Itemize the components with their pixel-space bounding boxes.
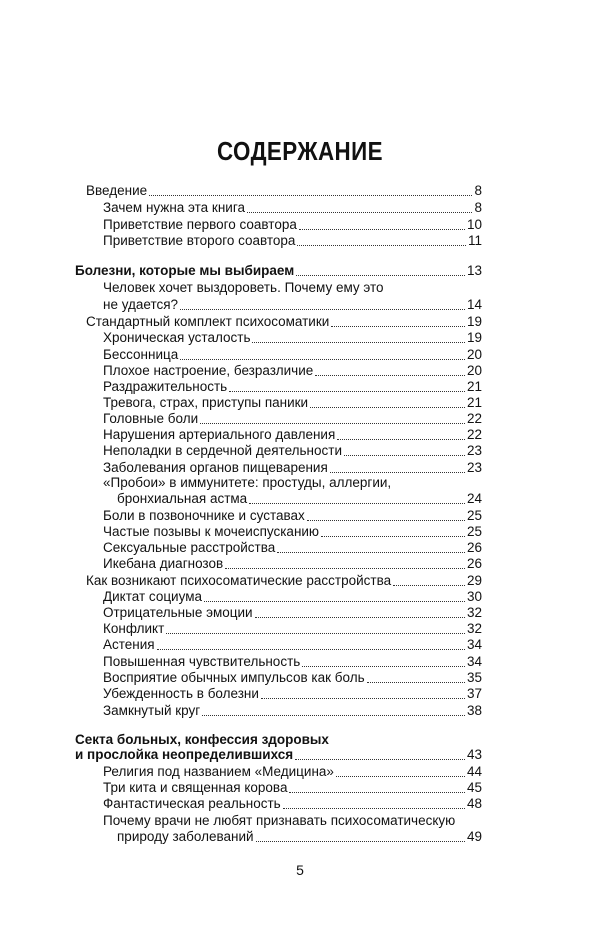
page-title: СОДЕРЖАНИЕ xyxy=(217,136,383,166)
leader-dots xyxy=(204,600,465,602)
toc-entry xyxy=(86,313,482,330)
leader-dots xyxy=(330,471,465,473)
toc-entry xyxy=(103,232,482,249)
leader-dots xyxy=(229,390,465,392)
toc-entry-label: Икебана диагнозов xyxy=(103,556,224,571)
leader-dots xyxy=(289,791,465,793)
leader-dots xyxy=(256,840,465,842)
toc-entry-label: бронхиальная астма xyxy=(117,491,248,506)
toc-entry xyxy=(103,702,482,719)
toc-entry xyxy=(103,779,482,796)
toc-entry-page: 26 xyxy=(466,540,482,555)
leader-dots xyxy=(344,454,465,456)
toc-entry-page: 29 xyxy=(466,573,482,588)
leader-dots xyxy=(166,632,465,634)
leader-dots xyxy=(149,194,472,196)
toc-entry-label: Стандартный комплект психосоматики xyxy=(86,314,330,329)
toc-entry xyxy=(103,199,482,216)
toc-section-heading-line1: Секта больных, конфессия здоровых xyxy=(75,732,329,747)
leader-dots xyxy=(225,567,465,569)
toc-entry-page: 25 xyxy=(466,524,482,539)
toc-entry xyxy=(103,636,482,653)
toc-entry-page: 44 xyxy=(466,764,482,779)
toc-entry-label: Частые позывы к мочеиспусканию xyxy=(103,524,320,539)
leader-dots xyxy=(283,807,465,809)
toc-entry xyxy=(103,507,482,524)
leader-dots xyxy=(277,551,465,553)
leader-dots xyxy=(247,211,473,213)
toc-entry xyxy=(103,795,482,812)
toc-entry xyxy=(103,216,482,233)
toc-entry-label: Неполадки в сердечной деятельности xyxy=(103,443,342,458)
toc-entry xyxy=(103,394,482,411)
page-number: 5 xyxy=(296,862,304,878)
toc-entry xyxy=(103,410,482,427)
toc-entry-page: 23 xyxy=(466,460,482,475)
toc-entry-page: 32 xyxy=(466,621,482,636)
leader-dots xyxy=(310,406,465,408)
toc-entry-page: 32 xyxy=(466,605,482,620)
leader-dots xyxy=(307,519,465,521)
toc-entry-page: 20 xyxy=(466,363,482,378)
leader-dots xyxy=(336,775,465,777)
toc-entry-page: 14 xyxy=(466,297,482,312)
toc-section-heading xyxy=(75,262,482,279)
toc-entry-label: и прослойка неопределившихся xyxy=(75,747,294,762)
toc-entry-page: 19 xyxy=(466,330,482,345)
toc-entry-page: 34 xyxy=(466,654,482,669)
toc-entry-label: Приветствие второго соавтора xyxy=(103,233,296,248)
toc-entry xyxy=(103,378,482,395)
toc-entry-page: 19 xyxy=(466,314,482,329)
toc-entry-label: Хроническая усталость xyxy=(103,330,251,345)
toc-entry xyxy=(103,685,482,702)
toc-entry-label: Три кита и священная корова xyxy=(103,780,288,795)
toc-entry-page: 10 xyxy=(466,217,482,232)
toc-entry-page: 45 xyxy=(466,780,482,795)
toc-entry-page: 22 xyxy=(466,411,482,426)
toc-entry-page: 34 xyxy=(466,637,482,652)
toc-entry-label: Повышенная чувствительность xyxy=(103,654,301,669)
toc-entry-label: Конфликт xyxy=(103,621,165,636)
toc-entry xyxy=(103,329,482,346)
toc-entry-label: Заболевания органов пищеварения xyxy=(103,460,328,475)
toc-entry-label: Раздражительность xyxy=(103,379,228,394)
toc-entry xyxy=(103,296,482,313)
toc-entry xyxy=(103,620,482,637)
toc-section-heading xyxy=(75,746,482,763)
toc-entry-label: Астения xyxy=(103,637,155,652)
toc-entry-page: 8 xyxy=(474,183,482,198)
leader-dots xyxy=(302,665,465,667)
toc-entry-page: 43 xyxy=(466,747,482,762)
leader-dots xyxy=(337,438,465,440)
toc-entry xyxy=(103,669,482,686)
leader-dots xyxy=(393,584,465,586)
leader-dots xyxy=(249,502,465,504)
toc-entry-label: не удается? xyxy=(103,297,179,312)
toc-entry-label: Убежденность в болезни xyxy=(103,686,259,701)
leader-dots xyxy=(261,697,465,699)
toc-entry xyxy=(103,426,482,443)
toc-entry-label-line1: Человек хочет выздороветь. Почему ему это xyxy=(103,280,384,295)
leader-dots xyxy=(255,616,465,618)
leader-dots xyxy=(331,325,465,327)
toc-entry-page: 11 xyxy=(467,233,482,248)
leader-dots xyxy=(321,535,465,537)
toc-entry-page: 8 xyxy=(474,200,482,215)
toc-entry-label: природу заболеваний xyxy=(117,829,254,844)
toc-entry-label: Восприятие обычных импульсов как боль xyxy=(103,670,365,685)
toc-entry xyxy=(86,572,482,589)
toc-entry-page: 35 xyxy=(466,670,482,685)
toc-entry-page: 26 xyxy=(466,556,482,571)
toc-entry-label: Зачем нужна эта книга xyxy=(103,200,245,215)
toc-entry-page: 24 xyxy=(466,491,482,506)
toc-entry-label: Сексуальные расстройства xyxy=(103,540,276,555)
toc-entry-label-line1: «Пробои» в иммунитете: простуды, аллергии, xyxy=(103,475,392,490)
toc-entry-page: 30 xyxy=(466,589,482,604)
toc-entry-page: 49 xyxy=(466,829,482,844)
toc-entry xyxy=(103,346,482,363)
toc-entry xyxy=(103,362,482,379)
toc-entry-label-line1: Почему врачи не любят признавать психосоматическую xyxy=(103,813,456,828)
toc-entry xyxy=(117,828,482,845)
leader-dots xyxy=(297,244,466,246)
leader-dots xyxy=(296,274,465,276)
toc-entry-label: Фантастическая реальность xyxy=(103,796,281,811)
toc-entry-page: 48 xyxy=(466,796,482,811)
toc-entry-label: Введение xyxy=(86,183,148,198)
leader-dots xyxy=(157,648,465,650)
toc-entry-label: Тревога, страх, приступы паники xyxy=(103,395,309,410)
toc-entry-label: Замкнутый круг xyxy=(103,703,201,718)
toc-entry-page: 20 xyxy=(466,347,482,362)
toc-entry-page: 21 xyxy=(466,379,482,394)
leader-dots xyxy=(315,374,465,376)
toc-entry-label: Головные боли xyxy=(103,411,199,426)
leader-dots xyxy=(180,358,465,360)
toc-entry-label: Боли в позвоночнике и суставах xyxy=(103,508,305,523)
toc-entry-page: 38 xyxy=(466,703,482,718)
toc-entry-label: Религия под названием «Медицина» xyxy=(103,764,334,779)
toc-entry xyxy=(86,182,482,199)
toc-entry-page: 13 xyxy=(466,263,482,278)
toc-entry-page: 21 xyxy=(466,395,482,410)
leader-dots xyxy=(252,341,464,343)
toc-entry-page: 25 xyxy=(466,508,482,523)
toc-entry xyxy=(103,763,482,780)
toc-entry-label: Диктат социума xyxy=(103,589,202,604)
toc-entry xyxy=(103,653,482,670)
leader-dots xyxy=(299,228,465,230)
leader-dots xyxy=(367,681,465,683)
toc-entry-label: Как возникают психосоматические расстройства xyxy=(86,573,392,588)
toc-entry xyxy=(117,490,482,507)
leader-dots xyxy=(180,308,465,310)
toc-entry xyxy=(103,604,482,621)
toc-entry-label: Бессонница xyxy=(103,347,179,362)
toc-entry-label: Приветствие первого соавтора xyxy=(103,217,297,232)
toc-entry xyxy=(103,555,482,572)
toc-entry-label: Отрицательные эмоции xyxy=(103,605,253,620)
toc-entry-label: Болезни, которые мы выбираем xyxy=(75,263,295,278)
toc-entry-label: Нарушения артериального давления xyxy=(103,427,336,442)
toc-entry-page: 23 xyxy=(466,443,482,458)
toc-entry-page: 37 xyxy=(466,686,482,701)
toc-entry-label: Плохое настроение, безразличие xyxy=(103,363,314,378)
toc-entry xyxy=(103,539,482,556)
toc-entry xyxy=(103,442,482,459)
toc-entry xyxy=(103,523,482,540)
toc-entry xyxy=(103,588,482,605)
leader-dots xyxy=(202,714,465,716)
leader-dots xyxy=(200,422,465,424)
toc-entry-page: 22 xyxy=(466,427,482,442)
leader-dots xyxy=(295,758,465,760)
